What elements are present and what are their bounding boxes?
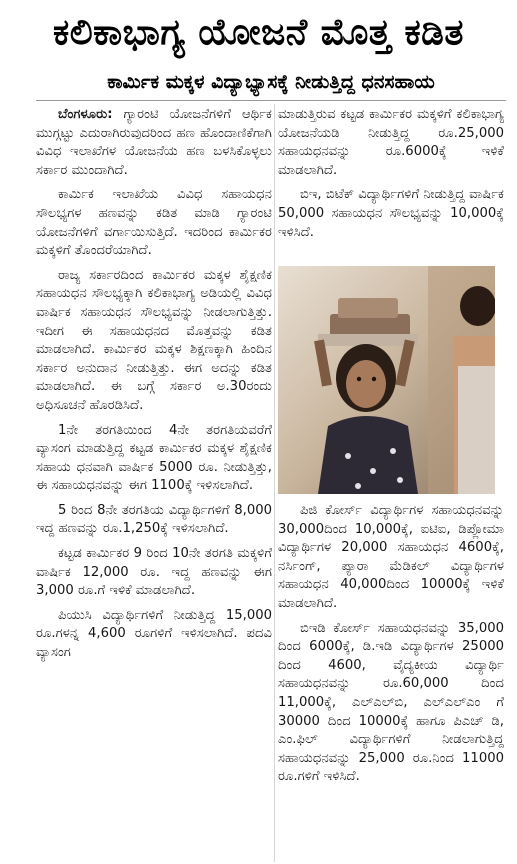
article-paragraph: ರಾಜ್ಯ ಸರ್ಕಾರದಿಂದ ಕಾರ್ಮಿಕರ ಮಕ್ಕಳ ಶೈಕ್ಷಣಿಕ ಸಹಾಯಧನ ಸೌಲಭ್ಯಕ್ಕಾಗಿ ಕಲಿಕಾಭಾಗ್ಯ ಅಡಿಯಲ್ಲಿ ವಿವಿಧ ವಾರ್ಷಿಕ ಸಹಾಯಧನ ಸೌಲಭ್ಯವನ್ನು ನೀಡಲಾಗುತ್ತಿತ್ತು. ಇದೀಗ ಈ ಸಹಾಯಧನದ ಮೊತ್ತವನ್ನು ಕಡಿತ ಮಾಡಲಾಗಿದೆ. ಕಾರ್ಮಿಕರ ಮಕ್ಕಳ ಶಿಕ್ಷಣಕ್ಕಾಗಿ ಹಿಂದಿನ ಸರ್ಕಾರ ಅನುದಾನ ನೀಡುತ್ತಿತ್ತು. ಈಗ ಅದನ್ನು ಕಡಿತ ಮಾಡಲಾಗಿದೆ. ಈ ಬಗ್ಗೆ ಸರ್ಕಾರ ಅ.30ರಂದು ಅಧಿಸೂಚನೆ ಹೊರಡಿಸಿದೆ. bbox=[36, 267, 272, 413]
article-paragraph bbox=[36, 106, 272, 180]
header-divider bbox=[36, 100, 506, 101]
article-right-column-bottom bbox=[278, 502, 504, 862]
article-left-column bbox=[36, 106, 272, 864]
article-paragraph: ಬಿಇ, ಬಿಟೆಕ್ ವಿದ್ಯಾರ್ಥಿಗಳಿಗೆ ನೀಡುತ್ತಿದ್ದ ವಾರ್ಷಿಕ 50,000 ಸಹಾಯಧನ ಸೌಲಭ್ಯವನ್ನು 10,000ಕ್ಕೆ ಇಳಿಸಿದೆ. bbox=[278, 187, 504, 240]
article-paragraph: ಕಟ್ಟಡ ಕಾರ್ಮಿಕರ 9 ರಿಂದ 10ನೇ ತರಗತಿ ಮಕ್ಕಳಿಗೆ ವಾರ್ಷಿಕ 12,000 ರೂ. ಇದ್ದ ಹಣವನ್ನು ಈಗ 3,000 ರೂ.ಗೆ ಇಳಿಕೆ ಮಾಡಲಾಗಿದೆ. bbox=[36, 546, 272, 599]
dateline: ಬೆಂಗಳೂರು: bbox=[58, 107, 113, 122]
headline: ಕಲಿಕಾಭಾಗ್ಯ ಯೋಜನೆ ಮೊತ್ತ ಕಡಿತ bbox=[53, 12, 464, 53]
article-paragraph: ಬಿಇಡಿ ಕೋರ್ಸ್ ಸಹಾಯಧನವನ್ನು 35,000 ದಿಂದ 6000ಕ್ಕೆ, ಡಿ.ಇಡಿ ವಿದ್ಯಾರ್ಥಿಗಳ 25000 ದಿಂದ 4600, ವೈದ್ಯಕೀಯ ವಿದ್ಯಾರ್ಥಿ ಸಹಾಯಧನವನ್ನು ರೂ.60,000 ದಿಂದ 11,000ಕ್ಕೆ, ಎಲ್‌ಎಲ್‌ಬಿ, ಎಲ್‌ಎಲ್‌ಎಂ ಗೆ 30000 ದಿಂದ 10000ಕ್ಕೆ ಹಾಗೂ ಪಿಎಚ್ ಡಿ, ಎಂ.ಫಿಲ್ ವಿದ್ಯಾರ್ಥಿಗಳಿಗೆ ನೀಡಲಾಗುತ್ತಿದ್ದ ಸಹಾಯಧನವನ್ನು 25,000 ರೂ.ನಿಂದ 11000 ರೂ.ಗಳಿಗೆ ಇಳಿಸಿದೆ. bbox=[278, 620, 504, 785]
news-photo bbox=[278, 266, 495, 494]
paragraph-text: ಗ್ಯಾರಂಟಿ ಯೋಜನೆಗಳಿಗೆ ಆರ್ಥಿಕ ಮುಗ್ಗಟ್ಟು ಎದುರಾಗಿರುವುದರಿಂದ ಹಣ ಹೊಂದಾಣಿಕೆಗಾಗಿ ವಿವಿಧ ಇಲಾಖೆಗಳ ಯೋಜನೆಯ ಹಣ ಬಳಸಿಕೊಳ್ಳಲು ಸರ್ಕಾರ ಮುಂದಾಗಿದೆ. bbox=[36, 107, 272, 178]
column-divider bbox=[274, 104, 275, 862]
article-paragraph: 5 ರಿಂದ 8ನೇ ತರಗತಿಯ ವಿದ್ಯಾರ್ಥಿಗಳಿಗೆ 8,000 ಇದ್ದ ಹಣವನ್ನು ರೂ.1,250ಕ್ಕೆ ಇಳಿಸಲಾಗಿದೆ. bbox=[36, 502, 272, 537]
article-paragraph: ಪಿಯುಸಿ ವಿದ್ಯಾರ್ಥಿಗಳಿಗೆ ನೀಡುತ್ತಿದ್ದ 15,000 ರೂ.ಗಳನ್ನ 4,600 ರೂಗಳಿಗೆ ಇಳಿಸಲಾಗಿದೆ. ಪದವಿ ವ್ಯಾಸಂಗ bbox=[36, 607, 272, 661]
article-right-column-top bbox=[278, 106, 504, 256]
article-paragraph: ಕಾರ್ಮಿಕ ಇಲಾಖೆಯ ವಿವಿಧ ಸಹಾಯಧನ ಸೌಲಭ್ಯಗಳ ಹಣವನ್ನು ಕಡಿತ ಮಾಡಿ ಗ್ಯಾರಂಟಿ ಯೋಜನೆಗಳಿಗೆ ವರ್ಗಾಯಿಸುತ್ತಿದೆ. ಇದರಿಂದ ಕಾರ್ಮಿಕರ ಮಕ್ಕಳಿಗೆ ತೊಂದರೆಯಾಗಿದೆ. bbox=[36, 187, 272, 259]
article-paragraph: ಮಾಡುತ್ತಿರುವ ಕಟ್ಟಡ ಕಾರ್ಮಿಕರ ಮಕ್ಕಳಿಗೆ ಕಲಿಕಾಭಾಗ್ಯ ಯೋಜನೆಯಡಿ ನೀಡುತ್ತಿದ್ದ ರೂ.25,000 ಸಹಾಯಧನವನ್ನು ರೂ.6000ಕ್ಕೆ ಇಳಿಕೆ ಮಾಡಲಾಗಿದೆ. bbox=[278, 107, 504, 178]
article-paragraph: ಪಿಜಿ ಕೋರ್ಸ್ ವಿದ್ಯಾರ್ಥಿಗಳ ಸಹಾಯಧನವನ್ನು 30,000ದಿಂದ 10,000ಕ್ಕೆ, ಐಟಿಐ, ಡಿಪ್ಲೋಮಾ ವಿದ್ಯಾರ್ಥಿಗಳ 20,000 ಸಹಾಯಧನ 4600ಕ್ಕೆ, ನರ್ಸಿಂಗ್, ಪ್ಯಾರಾ ಮೆಡಿಕಲ್ ವಿದ್ಯಾರ್ಥಿಗಳ ಸಹಾಯಧನ 40,000ದಿಂದ 10000ಕ್ಕೆ ಇಳಿಕೆ ಮಾಡಲಾಗಿದೆ. bbox=[278, 503, 504, 611]
subheadline: ಕಾರ್ಮಿಕ ಮಕ್ಕಳ ವಿದ್ಯಾಭ್ಯಾಸಕ್ಕೆ ನೀಡುತ್ತಿದ್ದ ಧನಸಹಾಯ bbox=[107, 71, 435, 93]
article-paragraph: 1ನೇ ತರಗತಿಯಿಂದ 4ನೇ ತರಗತಿಯವರೆಗೆ ವ್ಯಾಸಂಗ ಮಾಡುತ್ತಿದ್ದ ಕಟ್ಟಡ ಕಾರ್ಮಿಕರ ಮಕ್ಕಳ ಶೈಕ್ಷಣಿಕ ಸಹಾಯ ಧನವಾಗಿ ವಾರ್ಷಿಕ 5000 ರೂ. ನೀಡುತ್ತಿತ್ತು, ಈ ಸಹಾಯಧನವನ್ನು ಈಗ 1100ಕ್ಕೆ ಇಳಿಸಲಾಗಿದೆ. bbox=[36, 422, 272, 494]
child-carrying-bricks-image bbox=[278, 266, 495, 494]
